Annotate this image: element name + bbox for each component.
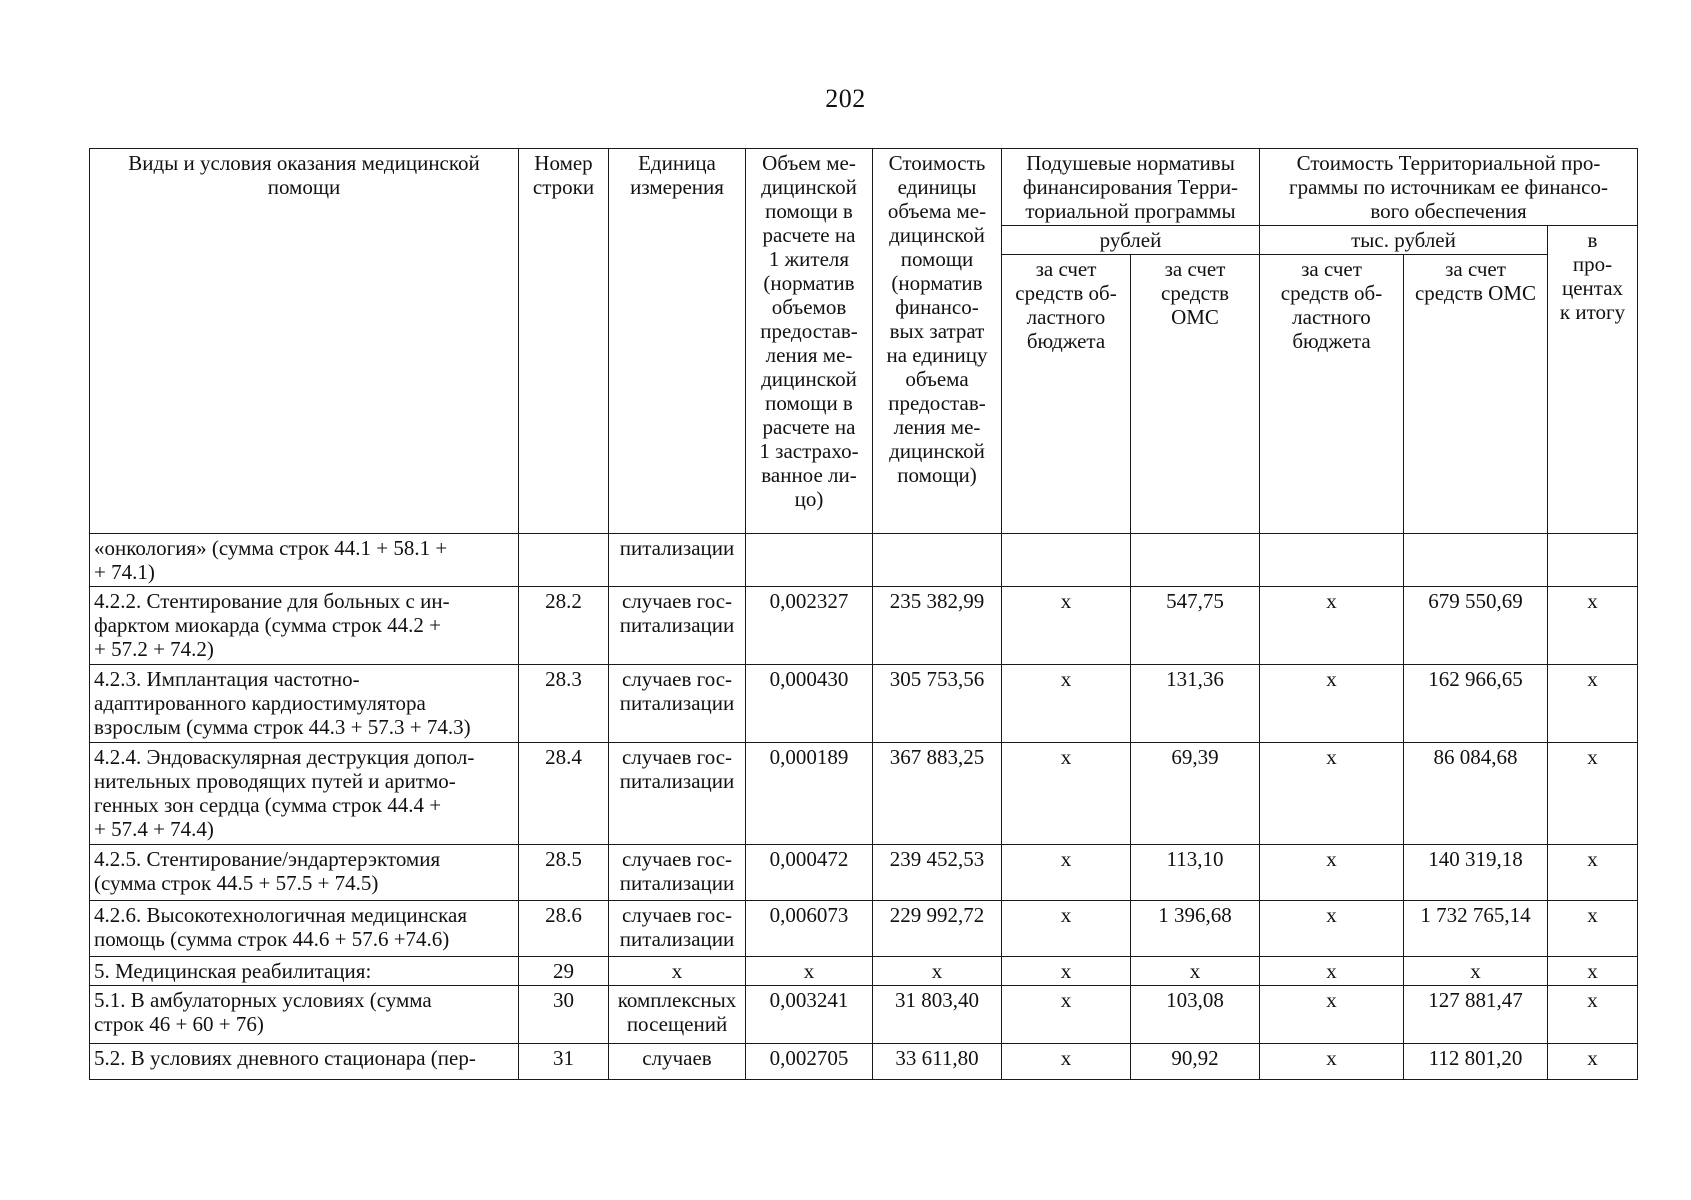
page-number: 202 <box>825 84 866 113</box>
row-budget-cost: x <box>1260 665 1404 743</box>
row-oms-norm <box>1131 534 1260 587</box>
row-volume: 0,002705 <box>746 1044 873 1080</box>
header-rubles: рублей <box>1002 226 1260 255</box>
row-budget-cost: x <box>1260 986 1404 1044</box>
row-oms-norm: 131,36 <box>1131 665 1260 743</box>
row-number: 28.5 <box>519 845 609 901</box>
row-oms-norm: 103,08 <box>1131 986 1260 1044</box>
row-percent: x <box>1548 1044 1638 1080</box>
row-cost: 235 382,99 <box>873 587 1002 665</box>
row-unit: комплексных посещений <box>609 986 746 1044</box>
row-percent: x <box>1548 845 1638 901</box>
row-name: 5.1. В амбулаторных условиях (сумма строк 46 + 60 + 76) <box>90 986 519 1044</box>
header-regional-budget-norm: за счет средств об- ластного бюджета <box>1002 255 1131 534</box>
row-unit: случаев гос- питализации <box>609 665 746 743</box>
row-volume: 0,000472 <box>746 845 873 901</box>
row-name: 4.2.6. Высокотехнологичная медицинская помощь (сумма строк 44.6 + 57.6 +74.6) <box>90 901 519 957</box>
row-oms-norm: 90,92 <box>1131 1044 1260 1080</box>
row-budget-norm: x <box>1002 1044 1131 1080</box>
row-number: 28.2 <box>519 587 609 665</box>
header-row-number: Номер строки <box>519 149 609 534</box>
row-number: 28.6 <box>519 901 609 957</box>
row-unit: случаев гос- питализации <box>609 901 746 957</box>
table-row <box>90 665 1638 743</box>
row-percent: x <box>1548 901 1638 957</box>
row-budget-cost <box>1260 534 1404 587</box>
header-regional-budget-cost: за счет средств об- ластного бюджета <box>1260 255 1404 534</box>
header-territorial-cost: Стоимость Территориальной про- граммы по источникам ее финансо- вого обеспечения <box>1260 149 1638 226</box>
row-cost: 229 992,72 <box>873 901 1002 957</box>
row-budget-cost: x <box>1260 1044 1404 1080</box>
row-unit: случаев гос- питализации <box>609 743 746 845</box>
row-unit: случаев гос- питализации <box>609 587 746 665</box>
row-unit: случаев гос- питализации <box>609 845 746 901</box>
row-budget-norm: x <box>1002 665 1131 743</box>
header-percent: в про- центах к итогу <box>1548 226 1638 534</box>
row-budget-norm: x <box>1002 957 1131 986</box>
header-oms-norm: за счет средств ОМС <box>1131 255 1260 534</box>
row-cost: x <box>873 957 1002 986</box>
row-budget-cost: x <box>1260 901 1404 957</box>
row-cost <box>873 534 1002 587</box>
table-row <box>90 986 1638 1044</box>
row-name: «онкология» (сумма строк 44.1 + 58.1 + + 74.1) <box>90 534 519 587</box>
row-cost: 33 611,80 <box>873 1044 1002 1080</box>
row-number: 28.4 <box>519 743 609 845</box>
header-volume: Объем ме- дицинской помощи в расчете на 1 жителя (норматив объемов предостав- ления ме- дицинской помощи в расчете на 1 застрахо- ванное ли- цо) <box>746 149 873 534</box>
row-budget-cost: x <box>1260 957 1404 986</box>
table-row <box>90 1044 1638 1080</box>
row-budget-norm: x <box>1002 986 1131 1044</box>
row-number: 28.3 <box>519 665 609 743</box>
row-budget-norm <box>1002 534 1131 587</box>
row-budget-norm: x <box>1002 743 1131 845</box>
row-percent: x <box>1548 587 1638 665</box>
table-row <box>90 534 1638 587</box>
row-name: 4.2.3. Имплантация частотно- адаптированного кардиостимулятора взрослым (сумма строк 44.3 + 57.3 + 74.3) <box>90 665 519 743</box>
row-volume: 0,000430 <box>746 665 873 743</box>
row-name: 4.2.2. Стентирование для больных с ин- фарктом миокарда (сумма строк 44.2 + + 57.2 + 74.2) <box>90 587 519 665</box>
table-row <box>90 743 1638 845</box>
row-percent: x <box>1548 665 1638 743</box>
row-percent: x <box>1548 743 1638 845</box>
row-oms-norm: 1 396,68 <box>1131 901 1260 957</box>
row-unit: x <box>609 957 746 986</box>
row-volume: 0,003241 <box>746 986 873 1044</box>
row-number <box>519 534 609 587</box>
header-thousand-rubles: тыс. рублей <box>1260 226 1548 255</box>
row-unit: питализации <box>609 534 746 587</box>
header-per-capita: Подушевые нормативы финансирования Терри- ториальной программы <box>1002 149 1260 226</box>
row-cost: 239 452,53 <box>873 845 1002 901</box>
row-oms-cost: 140 319,18 <box>1404 845 1548 901</box>
row-name: 5. Медицинская реабилитация: <box>90 957 519 986</box>
row-budget-cost: x <box>1260 587 1404 665</box>
row-number: 30 <box>519 986 609 1044</box>
row-number: 29 <box>519 957 609 986</box>
header-oms-cost: за счет средств ОМС <box>1404 255 1548 534</box>
header-unit: Единица измерения <box>609 149 746 534</box>
row-percent: x <box>1548 986 1638 1044</box>
row-oms-cost: x <box>1404 957 1548 986</box>
row-cost: 367 883,25 <box>873 743 1002 845</box>
row-budget-norm: x <box>1002 587 1131 665</box>
row-volume: x <box>746 957 873 986</box>
row-oms-norm: x <box>1131 957 1260 986</box>
table-row <box>90 957 1638 986</box>
row-oms-cost <box>1404 534 1548 587</box>
row-oms-cost: 679 550,69 <box>1404 587 1548 665</box>
row-oms-cost: 1 732 765,14 <box>1404 901 1548 957</box>
row-volume <box>746 534 873 587</box>
table-row <box>90 901 1638 957</box>
financing-table <box>89 148 1638 1080</box>
row-number: 31 <box>519 1044 609 1080</box>
row-percent: x <box>1548 957 1638 986</box>
row-percent <box>1548 534 1638 587</box>
row-oms-norm: 547,75 <box>1131 587 1260 665</box>
row-volume: 0,006073 <box>746 901 873 957</box>
header-unit-cost: Стоимость единицы объема ме- дицинской помощи (норматив финансо- вых затрат на единицу объема предостав- ления ме- дицинской помощи) <box>873 149 1002 534</box>
row-oms-cost: 86 084,68 <box>1404 743 1548 845</box>
row-name: 5.2. В условиях дневного стационара (пер- <box>90 1044 519 1080</box>
row-oms-cost: 112 801,20 <box>1404 1044 1548 1080</box>
row-budget-norm: x <box>1002 845 1131 901</box>
row-volume: 0,002327 <box>746 587 873 665</box>
row-cost: 305 753,56 <box>873 665 1002 743</box>
row-oms-norm: 69,39 <box>1131 743 1260 845</box>
row-name: 4.2.5. Стентирование/эндартерэктомия (сумма строк 44.5 + 57.5 + 74.5) <box>90 845 519 901</box>
row-cost: 31 803,40 <box>873 986 1002 1044</box>
row-oms-cost: 127 881,47 <box>1404 986 1548 1044</box>
row-oms-norm: 113,10 <box>1131 845 1260 901</box>
row-name: 4.2.4. Эндоваскулярная деструкция допол- нительных проводящих путей и аритмо- генных зон сердца (сумма строк 44.4 + + 57.4 + 74.4) <box>90 743 519 845</box>
row-volume: 0,000189 <box>746 743 873 845</box>
row-budget-cost: x <box>1260 743 1404 845</box>
row-budget-norm: x <box>1002 901 1131 957</box>
header-kinds: Виды и условия оказания медицинской помощи <box>90 149 519 534</box>
row-unit: случаев <box>609 1044 746 1080</box>
table-row <box>90 845 1638 901</box>
row-budget-cost: x <box>1260 845 1404 901</box>
table-row <box>90 587 1638 665</box>
row-oms-cost: 162 966,65 <box>1404 665 1548 743</box>
